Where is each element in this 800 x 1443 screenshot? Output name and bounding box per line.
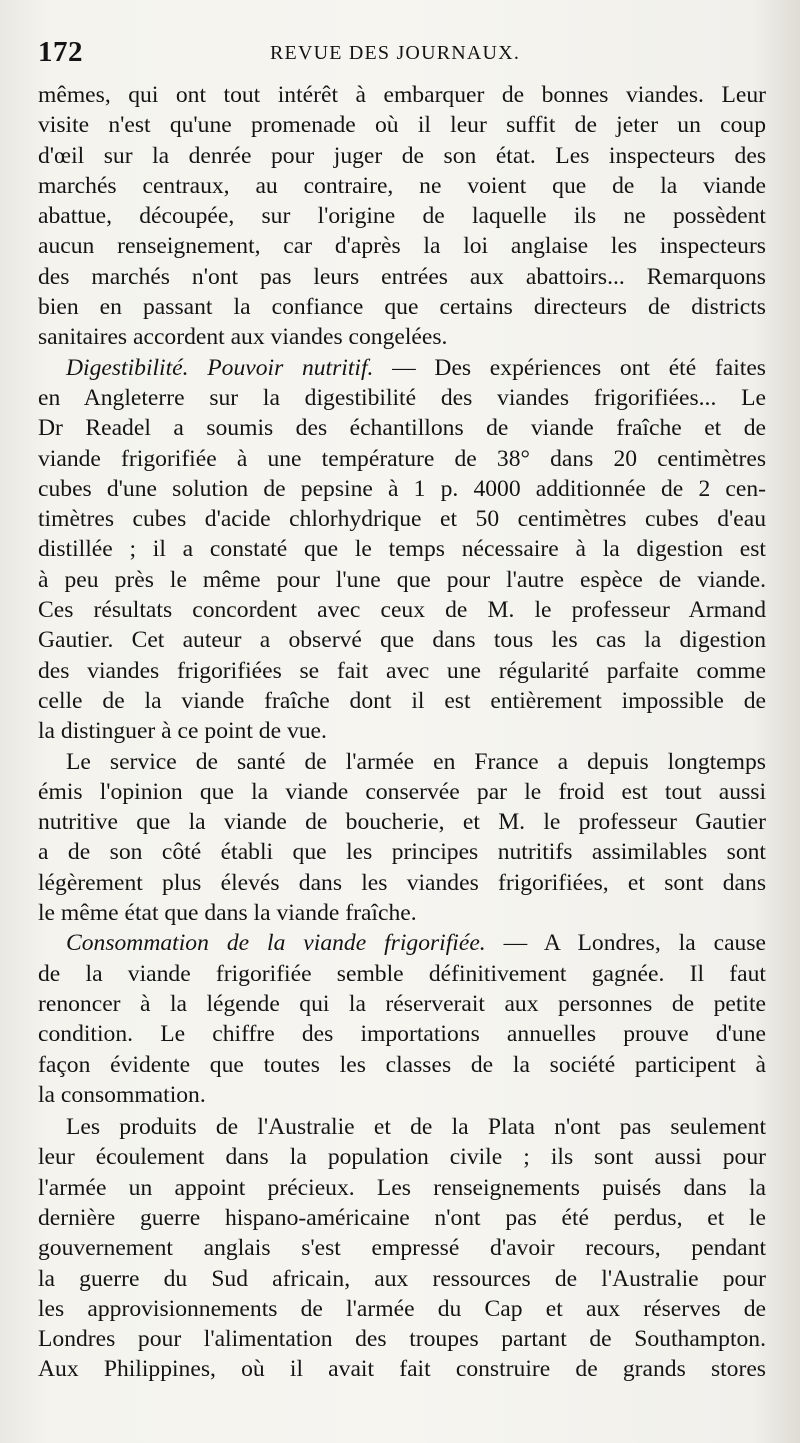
text-line: la distinguer à ce point de vue. [38,718,327,745]
text-line: renoncer à la légende qui la réserverait aux personnes de petite [38,990,766,1017]
text-line: Aux Philippines, où il avait fait construire de grands stores [38,1356,766,1383]
text-line: à peu près le même pour l'une que pour l'autre espèce de viande. [38,566,766,593]
text-line: façon évidente que toutes les classes de la société participent à [38,1051,766,1078]
text-line: leur écoulement dans la population civile ; ils sont aussi pour [38,1144,766,1171]
text-line: sanitaires accordent aux viandes congelées. [38,324,448,351]
text-line: cubes d'une solution de pepsine à 1 p. 4000 additionnée de 2 cen- [38,475,766,502]
text-line: des viandes frigorifiées se fait avec une régularité parfaite comme [38,657,766,684]
text-line: distillée ; il a constaté que le temps nécessaire à la digestion est [38,536,766,563]
text-line: abattue, découpée, sur l'origine de laquelle ils ne possèdent [38,203,766,230]
text-line: gouvernement anglais s'est empressé d'avoir recours, pendant [38,1235,766,1262]
section-heading-digestibilite: Digestibilité. Pouvoir nutritif. [66,354,374,381]
section-first-line-rest: — A Londres, la cause [485,930,766,957]
text-line: celle de la viande fraîche dont il est entièrement impossible de [38,687,766,714]
section-first-line [38,353,766,383]
section-first-line [38,928,766,958]
text-line: nutritive que la viande de boucherie, et M. le professeur Gautier [38,809,766,836]
text-line: l'armée un appoint précieux. Les renseignements puisés dans la [38,1174,766,1201]
section-first-line-rest: — Des expériences ont été faites [373,354,766,381]
text-line: émis l'opinion que la viande conservée par le froid est tout aussi [38,778,766,805]
text-line: condition. Le chiffre des importations annuelles prouve d'une [38,1021,766,1048]
text-line: timètres cubes d'acide chlorhydrique et 50 centimètres cubes d'eau [38,506,766,533]
text-line: a de son côté établi que les principes nutritifs assimilables sont [38,839,766,866]
text-line: les approvisionnements de l'armée du Cap et aux réserves de [38,1295,766,1322]
text-line: visite n'est qu'une promenade où il leur suffit de jeter un coup [38,112,766,139]
text-line: Les produits de l'Australie et de la Plata n'ont pas seulement [66,1114,766,1141]
text-line: Dr Readel a soumis des échantillons de viande fraîche et de [38,415,766,442]
running-head: REVUE DES JOURNAUX. [270,42,521,64]
text-line: Ces résultats concordent avec ceux de M. le professeur Armand [38,597,766,624]
body-text [38,80,766,1385]
text-line: aucun renseignement, car d'après la loi anglaise les inspecteurs [38,233,766,260]
text-line: la consommation. [38,1081,206,1108]
text-line: d'œil sur la denrée pour juger de son état. Les inspecteurs des [38,142,766,169]
text-line: marchés centraux, au contraire, ne voient que de la viande [38,172,766,199]
text-line: le même état que dans la viande fraîche. [38,900,417,927]
text-line: la guerre du Sud africain, aux ressources de l'Australie pour [38,1265,766,1292]
text-line: dernière guerre hispano-américaine n'ont pas été perdus, et le [38,1204,766,1231]
text-line: légèrement plus élevés dans les viandes frigorifiées, et sont dans [38,869,766,896]
text-line: des marchés n'ont pas leurs entrées aux abattoirs... Remarquons [38,263,766,290]
text-line: mêmes, qui ont tout intérêt à embarquer de bonnes viandes. Leur [38,82,766,108]
page-header [38,36,776,76]
text-line: Londres pour l'alimentation des troupes partant de Southampton. [38,1326,766,1353]
text-line: Le service de santé de l'armée en France a depuis longtemps [66,748,766,775]
text-line: Gautier. Cet auteur a observé que dans tous les cas la digestion [38,627,766,654]
text-line: en Angleterre sur la digestibilité des viandes frigorifiées... Le [38,384,766,411]
page-number: 172 [38,36,83,68]
section-heading-consommation: Consommation de la viande frigorifiée. [66,930,486,957]
text-line: de la viande frigorifiée semble définitivement gagnée. Il faut [38,960,766,987]
text-line: viande frigorifiée à une température de 38° dans 20 centimètres [38,445,766,472]
text-line: bien en passant la confiance que certains directeurs de districts [38,294,766,321]
